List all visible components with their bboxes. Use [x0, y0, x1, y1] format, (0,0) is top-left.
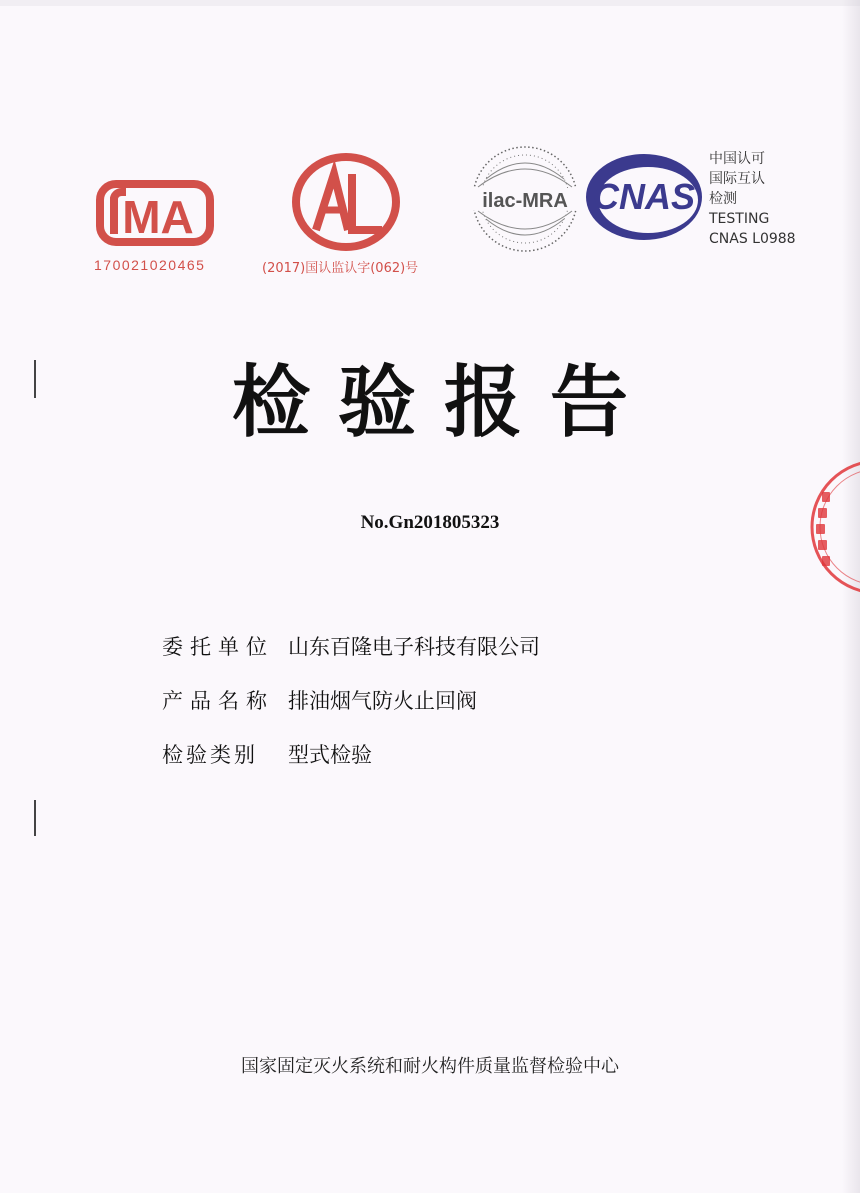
page-edge — [0, 0, 860, 6]
cnas-line: CNAS L0988 — [709, 231, 796, 247]
partial-seal-stamp-icon — [800, 452, 860, 602]
cnas-logo-icon — [582, 150, 706, 244]
svg-text:MA: MA — [122, 191, 194, 243]
cnas-line: 检测 — [709, 191, 737, 207]
cma-number: 170021020465 — [94, 257, 206, 273]
field-value: 排油烟气防火止回阀 — [288, 689, 477, 713]
cma-logo-icon — [94, 176, 216, 250]
cal-logo-icon — [290, 152, 402, 252]
report-number: No.Gn201805323 — [360, 512, 500, 533]
report-title: 检验报告 — [231, 358, 656, 448]
product-row — [162, 685, 477, 715]
cal-caption: (2017)国认监认字(062)号 — [262, 261, 419, 276]
field-value: 山东百隆电子科技有限公司 — [288, 635, 540, 659]
svg-text:ilac-MRA: ilac-MRA — [482, 190, 568, 212]
client-row — [162, 631, 540, 661]
field-label: 产品名称 — [162, 689, 274, 713]
binding-mark — [34, 800, 36, 836]
field-label: 检验类别 — [162, 743, 258, 767]
svg-text:CNAS: CNAS — [592, 176, 696, 217]
issuing-organization: 国家固定灭火系统和耐火构件质量监督检验中心 — [241, 1056, 619, 1077]
field-value: 型式检验 — [288, 743, 372, 767]
inspection-type-row — [162, 739, 372, 769]
cnas-line: 中国认可 — [709, 151, 765, 167]
ilac-mra-logo-icon — [468, 143, 582, 255]
cnas-line: 国际互认 — [709, 171, 765, 187]
field-label: 委托单位 — [162, 635, 274, 659]
cnas-accreditation-text — [709, 149, 796, 249]
cnas-line: TESTING — [709, 211, 770, 227]
